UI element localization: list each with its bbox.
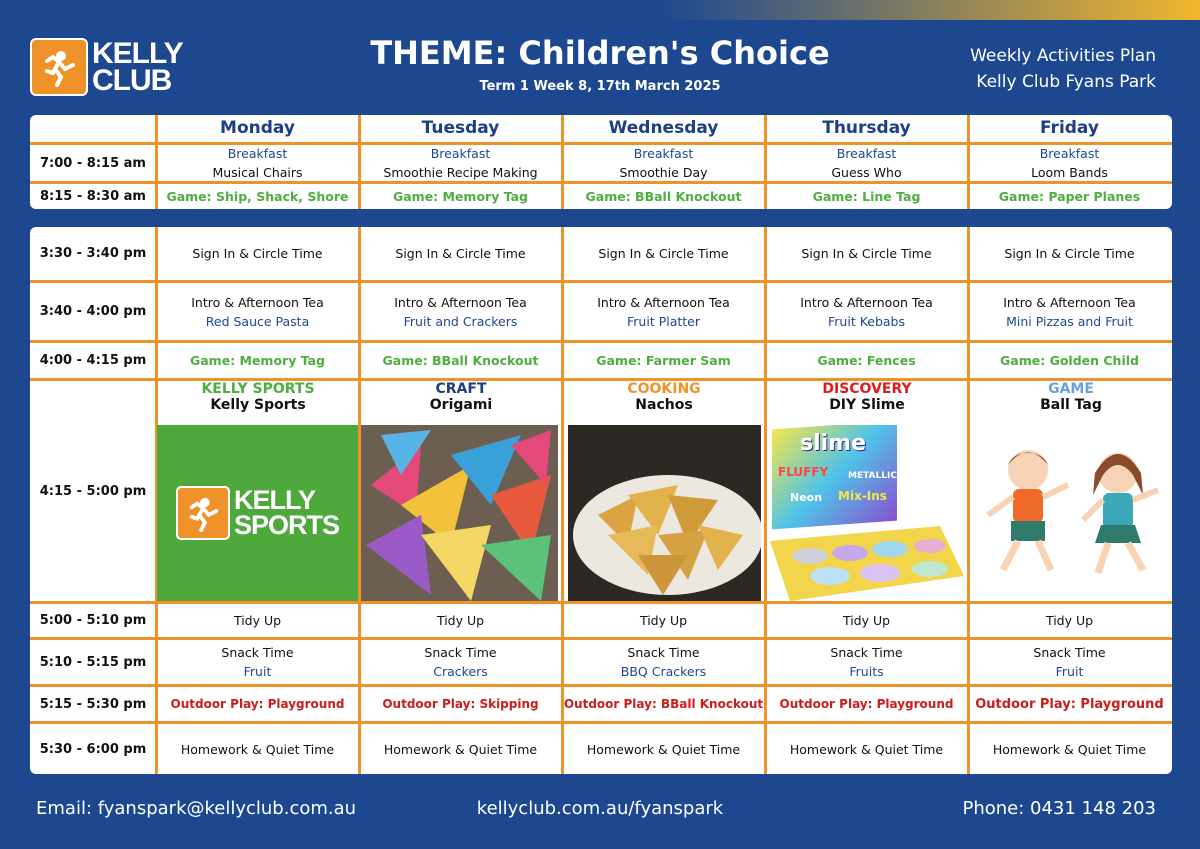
snack-label: Snack Time [627,645,700,660]
breakfast-label: Breakfast [1039,146,1100,161]
homework-cell: Homework & Quiet Time [586,741,741,757]
slime-box-label: Mix-Ins [838,489,887,503]
kelly-sports-runner-icon [176,486,230,540]
afternoon-tea-row [30,283,1172,340]
outdoor-play: Outdoor Play: Playground [170,696,345,711]
tidy-row [30,604,1172,637]
day-header-thursday: Thursday [822,118,911,138]
activity-category: KELLY SPORTS [201,381,315,397]
nachos-image [568,425,761,601]
time-label: 5:30 - 6:00 pm [39,741,147,757]
time-label: 5:00 - 5:10 pm [39,613,147,628]
footer-phone[interactable]: Phone: 0431 148 203 [962,798,1156,819]
snack-food: Fruit [1055,664,1084,679]
activity-heading-friday [970,381,1172,425]
plan-location: Kelly Club Fyans Park [976,72,1156,92]
signin-cell: Sign In & Circle Time [801,246,932,261]
activity-category: COOKING [627,381,701,397]
breakfast-label: Breakfast [430,146,491,161]
outdoor-play: Outdoor Play: Skipping [382,696,539,711]
outdoor-play-row [30,687,1172,721]
time-label: 5:10 - 5:15 pm [39,654,147,670]
slime-box-label: FLUFFY [778,465,829,479]
time-label: 3:30 - 3:40 pm [39,246,147,261]
tea-food: Mini Pizzas and Fruit [1006,313,1133,329]
afternoon-game-row [30,343,1172,378]
slime-box-label: slime [800,431,867,456]
snack-food: BBQ Crackers [620,664,707,679]
tea-food: Fruit Platter [627,313,700,329]
signin-cell: Sign In & Circle Time [598,246,729,261]
tea-label: Intro & Afternoon Tea [394,294,527,310]
morning-game: Game: Paper Planes [998,189,1141,204]
activity-heading-monday [158,381,358,425]
time-label: 3:40 - 4:00 pm [39,304,147,319]
slime-image [770,425,964,601]
outdoor-play: Outdoor Play: Playground [975,696,1164,712]
tidy-cell: Tidy Up [639,613,688,628]
day-header-wednesday: Wednesday [608,118,719,138]
tea-label: Intro & Afternoon Tea [191,294,324,310]
breakfast-activity: Loom Bands [1031,165,1108,180]
activity-name: Ball Tag [1040,397,1102,413]
breakfast-row [30,144,1172,182]
snack-food: Fruits [849,664,884,679]
footer-email[interactable]: Email: fyanspark@kellyclub.com.au [36,798,357,819]
breakfast-label: Breakfast [227,146,288,161]
day-header-monday: Monday [220,118,295,138]
homework-cell: Homework & Quiet Time [789,741,944,757]
morning-game: Game: Line Tag [812,189,921,204]
activity-category: CRAFT [435,381,487,397]
logo-text-kelly: KELLY [92,37,183,70]
activity-heading-tuesday [361,381,561,425]
time-label: 5:15 - 5:30 pm [39,696,147,712]
tidy-cell: Tidy Up [436,613,485,628]
breakfast-activity: Smoothie Day [619,165,708,180]
signin-row [30,227,1172,280]
activity-category: DISCOVERY [822,381,912,397]
homework-cell: Homework & Quiet Time [180,741,335,757]
page-subtitle: Term 1 Week 8, 17th March 2025 [479,79,721,94]
runner-icon [30,38,88,96]
tidy-cell: Tidy Up [233,613,282,628]
origami-image [361,425,558,601]
morning-game: Game: Ship, Shack, Shore [166,189,349,204]
day-header-row [30,115,1172,142]
page-title: THEME: Children's Choice [370,34,830,72]
time-label: 4:15 - 5:00 pm [39,483,147,499]
afternoon-game: Game: Fences [817,353,916,368]
tea-food: Red Sauce Pasta [205,313,310,329]
tea-food: Fruit and Crackers [403,313,518,329]
homework-cell: Homework & Quiet Time [383,741,538,757]
signin-cell: Sign In & Circle Time [192,246,323,261]
afternoon-game: Game: Golden Child [1000,353,1139,368]
day-header-tuesday: Tuesday [421,118,500,138]
morning-game-row [30,184,1172,209]
tea-label: Intro & Afternoon Tea [1003,294,1136,310]
tidy-cell: Tidy Up [1045,613,1094,628]
activity-name: Nachos [635,397,693,413]
snack-food: Crackers [433,664,488,679]
afternoon-game: Game: BBall Knockout [382,353,539,368]
activity-name: Kelly Sports [210,397,306,413]
snack-label: Snack Time [424,645,497,660]
tea-label: Intro & Afternoon Tea [597,294,730,310]
signin-cell: Sign In & Circle Time [395,246,526,261]
activity-heading-thursday [767,381,967,425]
ball-tag-image [973,425,1172,601]
time-label: 8:15 - 8:30 am [40,189,146,204]
top-accent-bar [0,0,1200,20]
activity-name: Origami [429,397,493,413]
signin-cell: Sign In & Circle Time [1004,246,1135,261]
logo-text-club: CLUB [92,64,172,97]
afternoon-game: Game: Farmer Sam [596,353,731,368]
kelly-sports-text-1: KELLY [233,485,316,515]
breakfast-activity: Smoothie Recipe Making [383,165,538,180]
time-label: 7:00 - 8:15 am [40,155,146,171]
activity-heading-wednesday [564,381,764,425]
snack-label: Snack Time [830,645,903,660]
outdoor-play: Outdoor Play: Playground [779,696,954,711]
afternoon-schedule-panel [30,227,1172,774]
day-header-friday: Friday [1040,118,1099,138]
activity-category: GAME [1048,381,1094,397]
tidy-cell: Tidy Up [842,613,891,628]
morning-schedule-panel [30,115,1172,209]
slime-box-label: METALLIC [848,471,897,481]
breakfast-activity: Musical Chairs [212,165,303,180]
kelly-sports-text-2: SPORTS [233,510,340,540]
morning-game: Game: Memory Tag [392,189,529,204]
snack-label: Snack Time [221,645,294,660]
snack-row [30,640,1172,684]
tea-label: Intro & Afternoon Tea [800,294,933,310]
homework-cell: Homework & Quiet Time [992,741,1147,757]
homework-row [30,724,1172,774]
time-label: 4:00 - 4:15 pm [39,353,147,368]
footer-website[interactable]: kellyclub.com.au/fyanspark [476,798,724,819]
breakfast-activity: Guess Who [831,165,902,180]
tea-food: Fruit Kebabs [828,313,905,329]
breakfast-label: Breakfast [836,146,897,161]
breakfast-label: Breakfast [633,146,694,161]
morning-game: Game: BBall Knockout [585,189,742,204]
kelly-club-logo [30,36,188,98]
plan-type: Weekly Activities Plan [970,46,1156,66]
afternoon-game: Game: Memory Tag [189,353,326,368]
plan-info [970,43,1156,95]
activity-name: DIY Slime [829,397,905,413]
snack-food: Fruit [243,664,272,679]
kelly-sports-image [157,425,358,601]
outdoor-play: Outdoor Play: BBall Knockout [563,696,764,711]
slime-box-label: Neon [790,491,823,504]
snack-label: Snack Time [1033,645,1106,660]
